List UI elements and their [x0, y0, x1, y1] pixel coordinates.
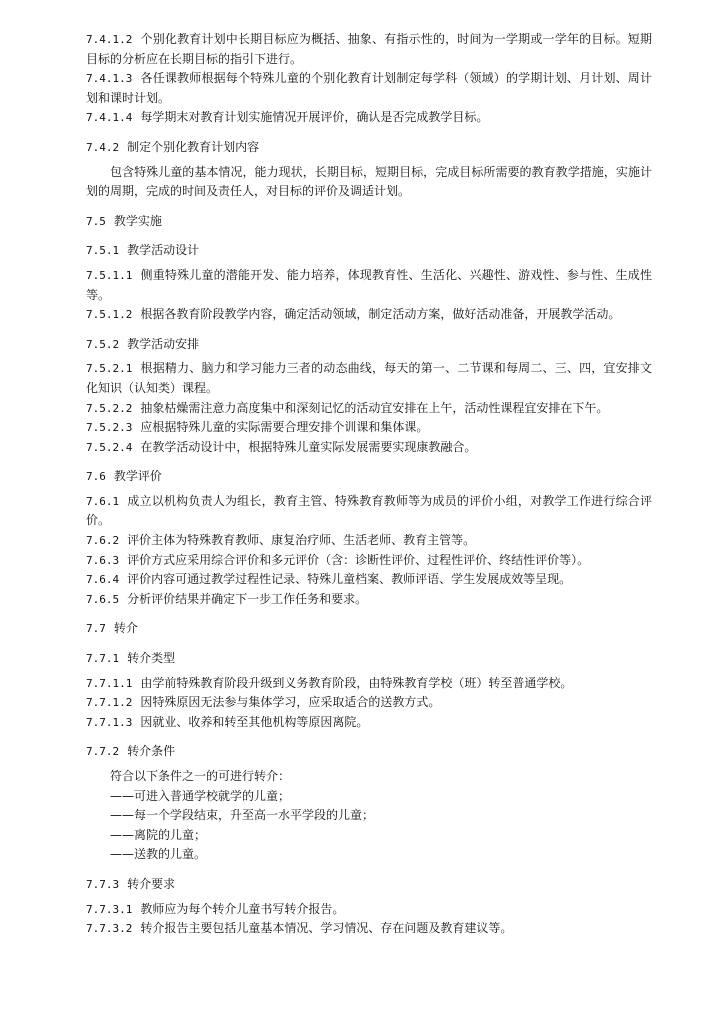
paragraph — [86, 919, 652, 939]
clause-number: 7.5.2 — [86, 337, 120, 351]
paragraph — [86, 826, 652, 846]
clause-number: 7.7.3 — [86, 877, 120, 891]
section-heading — [86, 875, 652, 895]
paragraph-text: ——离院的儿童； — [110, 827, 207, 842]
paragraph — [86, 900, 652, 920]
paragraph-text: 根据各教育阶段教学内容，确定活动领域，制定活动方案，做好活动准备，开展教学活动。 — [140, 307, 621, 322]
paragraph-text: 评价方式应采用综合评价和多元评价（含：诊断性评价、过程性评价、终结性评价等）。 — [127, 552, 590, 567]
heading-text: 转介 — [113, 621, 138, 636]
clause-number: 7.7.3.2 — [86, 922, 133, 936]
clause-number: 7.6.2 — [86, 534, 120, 548]
clause-number: 7.6.5 — [86, 592, 120, 606]
heading-text: 教学评价 — [113, 469, 162, 484]
clause-number: 7.7 — [86, 622, 106, 636]
paragraph-text: ——可进入普通学校就学的儿童； — [110, 788, 291, 803]
clause-number: 7.4.1.4 — [86, 111, 133, 125]
clause-number: 7.7.3.1 — [86, 902, 133, 916]
section-heading — [86, 212, 652, 232]
clause-number: 7.6.3 — [86, 553, 120, 567]
paragraph-text: ——每一个学段结束，升至高一水平学段的儿童； — [110, 808, 375, 823]
paragraph — [86, 767, 652, 787]
paragraph — [86, 359, 652, 398]
heading-text: 教学活动设计 — [127, 243, 200, 258]
paragraph — [86, 492, 652, 531]
paragraph — [86, 438, 652, 458]
paragraph-text: 由学前特殊教育阶段升级到义务教育阶段，由特殊教育学校（班）转至普通学校。 — [140, 675, 573, 690]
paragraph — [86, 266, 652, 305]
paragraph-text: 抽象枯燥需注意力高度集中和深刻记忆的活动宜安排在上午，活动性课程宜安排在下午。 — [140, 400, 609, 415]
paragraph — [86, 399, 652, 419]
clause-number: 7.5.2.1 — [86, 362, 133, 376]
clause-number: 7.5.1.1 — [86, 268, 133, 282]
paragraph — [86, 30, 652, 69]
clause-number: 7.7.1.1 — [86, 676, 133, 690]
paragraph-text: 评价内容可通过教学过程性记录、特殊儿童档案、教师评语、学生发展成效等呈现。 — [127, 572, 572, 587]
paragraph-text: 因就业、收养和转至其他机构等原因离院。 — [140, 714, 369, 729]
paragraph — [86, 570, 652, 590]
paragraph-text: 侧重特殊儿童的潜能开发、能力培养，体现教育性、生活化、兴趣性、游戏性、参与性、生成性等。 — [86, 267, 652, 302]
heading-text: 教学实施 — [113, 213, 162, 228]
paragraph — [86, 806, 652, 826]
paragraph-text: ——送教的儿童。 — [110, 847, 207, 862]
paragraph — [86, 693, 652, 713]
heading-text: 转介条件 — [127, 744, 176, 759]
paragraph-text: 教师应为每个转介儿童书写转介报告。 — [140, 901, 345, 916]
paragraph-text: 个别化教育计划中长期目标应为概括、抽象、有指示性的，时间为一学期或一学年的目标。短期目标的分析应在长期目标的指引下进行。 — [86, 32, 652, 66]
paragraph-text: 评价主体为特殊教育教师、康复治疗师、生活老师、教育主管等。 — [127, 533, 476, 548]
paragraph — [86, 674, 652, 694]
section-heading — [86, 241, 652, 261]
paragraph-text: 转介报告主要包括儿童基本情况、学习情况、存在问题及教育建议等。 — [140, 921, 513, 936]
paragraph-text: 因特殊原因无法参与集体学习，应采取适合的送教方式。 — [140, 695, 441, 710]
clause-number: 7.4.2 — [86, 140, 120, 154]
section-heading — [86, 335, 652, 355]
paragraph-text: 成立以机构负责人为组长，教育主管、特殊教育教师等为成员的评价小组，对教学工作进行综合评价。 — [86, 493, 652, 528]
clause-number: 7.5 — [86, 214, 106, 228]
paragraph — [86, 163, 652, 202]
clause-number: 7.4.1.2 — [86, 33, 133, 46]
section-heading — [86, 467, 652, 487]
paragraph-text: 分析评价结果并确定下一步工作任务和要求。 — [127, 591, 368, 606]
clause-number: 7.7.1 — [86, 652, 120, 666]
paragraph — [86, 418, 652, 438]
paragraph-text: 包含特殊儿童的基本情况，能力现状，长期目标，短期目标，完成目标所需要的教育教学措施，实施计划的周期，完成的时间及责任人，对目标的评价及调适计划。 — [86, 164, 652, 199]
paragraph-text: 在教学活动设计中，根据特殊儿童实际发展需要实现康教融合。 — [140, 439, 477, 454]
heading-text: 转介要求 — [127, 876, 176, 891]
clause-number: 7.6.1 — [86, 494, 120, 508]
paragraph-text: 应根据特殊儿童的实际需要合理安排个训课和集体课。 — [140, 420, 429, 435]
clause-number: 7.5.1 — [86, 244, 120, 258]
clause-number: 7.6 — [86, 470, 106, 484]
section-heading — [86, 619, 652, 639]
document-page — [86, 30, 652, 939]
paragraph — [86, 713, 652, 733]
paragraph-text: 根据精力、脑力和学习能力三者的动态曲线，每天的第一、二节课和每周二、三、四，宜安排文化知识（认知类）课程。 — [86, 361, 652, 395]
section-heading — [86, 649, 652, 669]
paragraph-text: 各任课教师根据每个特殊儿童的个别化教育计划制定每学科（领域）的学期计划、月计划、周计划和课时计划。 — [86, 71, 652, 105]
paragraph — [86, 787, 652, 807]
paragraph — [86, 590, 652, 610]
paragraph-text: 每学期末对教育计划实施情况开展评价，确认是否完成教学目标。 — [140, 110, 489, 125]
section-heading — [86, 138, 652, 158]
heading-text: 制定个别化教育计划内容 — [127, 139, 260, 154]
clause-number: 7.5.2.4 — [86, 440, 133, 454]
paragraph — [86, 69, 652, 108]
clause-number: 7.7.1.3 — [86, 715, 133, 729]
clause-number: 7.7.2 — [86, 745, 120, 759]
clause-number: 7.4.1.3 — [86, 72, 133, 86]
clause-number: 7.5.1.2 — [86, 308, 133, 322]
paragraph — [86, 108, 652, 128]
clause-number: 7.7.1.2 — [86, 696, 133, 710]
paragraph-text: 符合以下条件之一的可进行转介： — [110, 769, 291, 783]
heading-text: 教学活动安排 — [127, 336, 200, 351]
paragraph — [86, 531, 652, 551]
clause-number: 7.6.4 — [86, 573, 120, 587]
clause-number: 7.5.2.2 — [86, 401, 133, 415]
paragraph — [86, 551, 652, 571]
paragraph — [86, 305, 652, 325]
section-heading — [86, 742, 652, 762]
paragraph — [86, 845, 652, 865]
clause-number: 7.5.2.3 — [86, 421, 133, 435]
heading-text: 转介类型 — [127, 651, 176, 666]
